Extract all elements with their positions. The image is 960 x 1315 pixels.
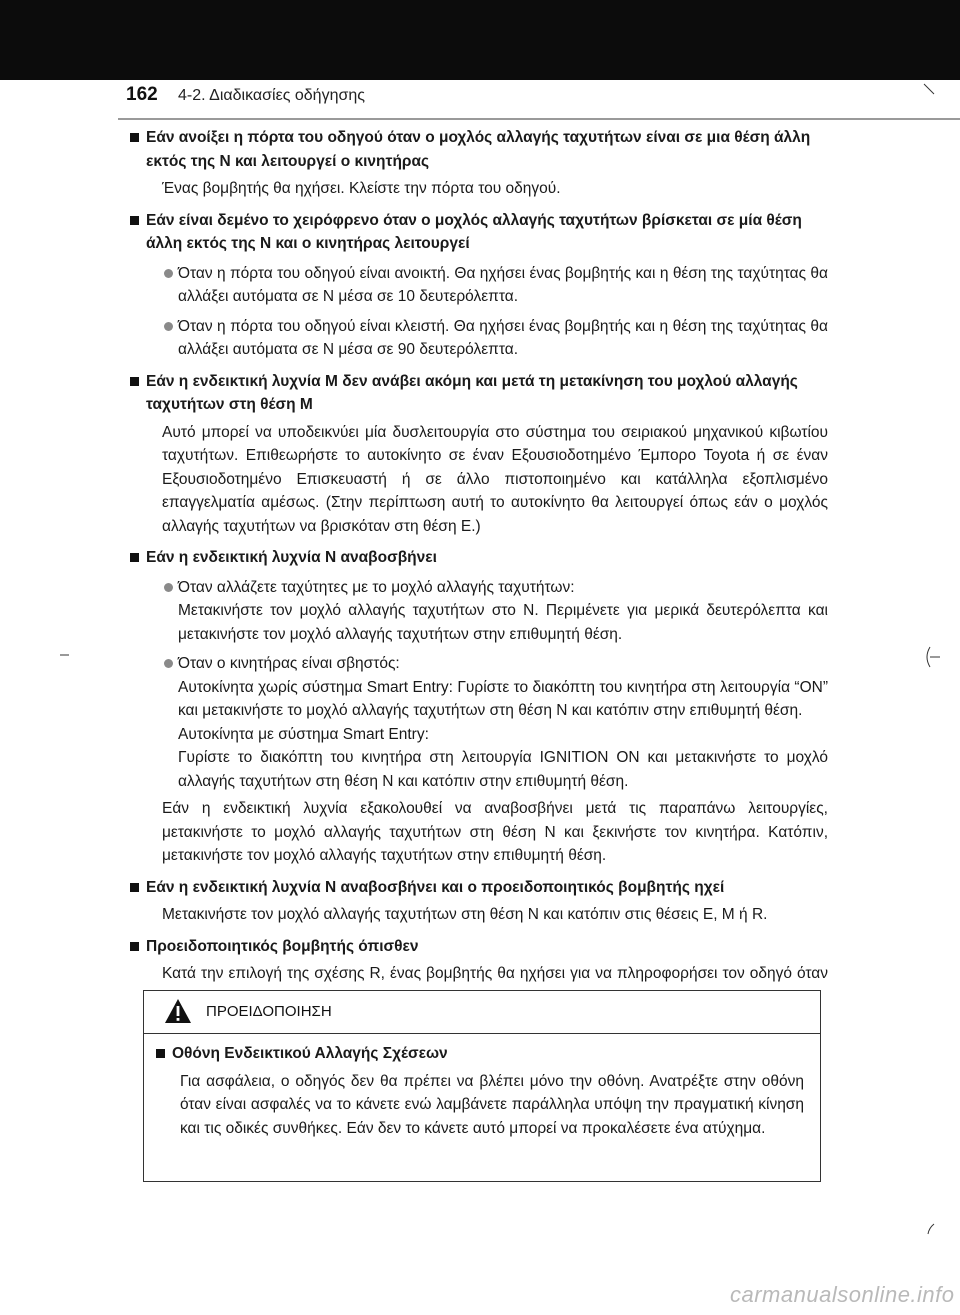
content-area xyxy=(128,126,828,1017)
section-text: Αυτό μπορεί να υποδεικνύει μία δυσλειτουργία στο σύστημα του σειριακού μηχανικού κιβωτίου ταχυτήτων. Επιθεωρήστε το αυτοκίνητο σε έναν Εξουσιοδοτημένο Έμπορο Toyota ή σε έναν Εξουσιοδοτημένο Επισκευαστή ή σε άλλο πιστοποιημένο και κατάλληλα εξοπλισμένο επαγγελματία αμέσως. (Στην περίπτωση αυτή το αυτοκίνητο θα λειτουργεί όπως εάν ο μοχλός αλλαγής ταχυτήτων να βρισκόταν στη θέση E.) xyxy=(162,423,828,535)
section-text: Εάν η ενδεικτική λυχνία εξακολουθεί να αναβοσβήνει μετά τις παραπάνω λειτουργίες, μετακινήστε το μοχλό αλλαγής ταχυτήτων στη θέση N και ξεκινήστε τον κινητήρα. Κατόπιν, μετακινήστε τον μοχλό αλλαγής ταχυτήτων στην επιθυμητή θέση. xyxy=(162,800,828,864)
round-bullet-icon xyxy=(164,659,173,668)
square-bullet-icon xyxy=(156,1049,165,1058)
crop-mark-right xyxy=(918,645,942,669)
square-bullet-icon xyxy=(130,553,139,562)
section-heading: Εάν η ενδεικτική λυχνία N αναβοσβήνει και ο προειδοποιητικός βομβητής ηχεί xyxy=(128,876,828,900)
list-item: Όταν η πόρτα του οδηγού είναι ανοικτή. Θα ηχήσει ένας βομβητής και η θέση της ταχύτητας θα αλλάξει αυτόματα σε N μέσα σε 10 δευτερόλεπτα. xyxy=(128,262,828,309)
top-black-bar xyxy=(0,0,960,80)
square-bullet-icon xyxy=(130,942,139,951)
warning-triangle-icon xyxy=(164,998,192,1024)
section-heading: Εάν η ενδεικτική λυχνία N αναβοσβήνει xyxy=(128,546,828,570)
section-heading: Προειδοποιητικός βομβητής όπισθεν xyxy=(128,935,828,959)
section-n-blinking xyxy=(128,546,828,868)
warning-box xyxy=(143,990,821,1182)
square-bullet-icon xyxy=(130,377,139,386)
square-bullet-icon xyxy=(130,883,139,892)
crop-mark-bottom-right xyxy=(924,1222,938,1236)
warning-header xyxy=(144,991,820,1034)
list-item: Όταν ο κινητήρας είναι σβηστός: Αυτοκίνητα χωρίς σύστημα Smart Entry: Γυρίστε το διακόπτη του κινητήρα στη λειτουργία “ON” και μετακινήστε το μοχλό αλλαγής ταχυτήτων στη θέση N και κατόπιν στην επιθυμητή θέση. Αυτοκίνητα με σύστημα Smart Entry: Γυρίστε το διακόπτη του κινητήρα στη λειτουργία IGNITION ON και μετακινήστε το μοχλό αλλαγής ταχυτήτων στη θέση N και κατόπιν στην επιθυμητή θέση. xyxy=(128,652,828,793)
page-number: 162 xyxy=(126,84,158,105)
square-bullet-icon xyxy=(130,133,139,142)
list-item: Όταν αλλάζετε ταχύτητες με το μοχλό αλλαγής ταχυτήτων: Μετακινήστε τον μοχλό αλλαγής ταχυτήτων στο N. Περιμένετε για μερικά δευτερόλεπτα και μετακινήστε τον μοχλό αλλαγής ταχυτήτων στην επιθυμητή θέση. xyxy=(128,576,828,647)
page-header xyxy=(0,80,960,116)
header-divider xyxy=(118,118,960,120)
crop-mark-top-right xyxy=(920,82,940,102)
section-text: Ένας βομβητής θα ηχήσει. Κλείστε την πόρτα του οδηγού. xyxy=(162,180,561,197)
warning-heading: Οθόνη Ενδεικτικού Αλλαγής Σχέσεων xyxy=(154,1042,804,1066)
round-bullet-icon xyxy=(164,269,173,278)
section-n-buzzer xyxy=(128,876,828,927)
crop-mark-left xyxy=(58,648,72,662)
round-bullet-icon xyxy=(164,322,173,331)
list-item: Όταν η πόρτα του οδηγού είναι κλειστή. Θα ηχήσει ένας βομβητής και η θέση της ταχύτητας θα αλλάξει αυτόματα σε N μέσα σε 90 δευτερόλεπτα. xyxy=(128,315,828,362)
section-heading: Εάν είναι δεμένο το χειρόφρενο όταν ο μοχλός αλλαγής ταχυτήτων βρίσκεται σε μία θέση άλλη εκτός της N και ο κινητήρας λειτουργεί xyxy=(128,209,828,256)
section-title: 4-2. Διαδικασίες οδήγησης xyxy=(178,87,365,104)
section-text: Μετακινήστε τον μοχλό αλλαγής ταχυτήτων στη θέση N και κατόπιν στις θέσεις E, M ή R. xyxy=(162,906,768,923)
square-bullet-icon xyxy=(130,216,139,225)
section-door-open xyxy=(128,126,828,201)
warning-title: ΠΡΟΕΙΔΟΠΟΙΗΣΗ xyxy=(206,1003,332,1020)
warning-body xyxy=(144,1034,820,1140)
warning-text: Για ασφάλεια, ο οδηγός δεν θα πρέπει να βλέπει μόνο την οθόνη. Ανατρέξτε στην οθόνη όταν είναι ασφαλές να το κάνετε ενώ λαμβάνετε παράλληλα υπόψη την πραγματική κίνηση και τις οδικές συνθήκες. Εάν δεν το κάνετε αυτό μπορεί να προκαλέσετε ένα ατύχημα. xyxy=(180,1072,804,1137)
section-m-indicator xyxy=(128,370,828,539)
section-heading: Εάν η ενδεικτική λυχνία M δεν ανάβει ακόμη και μετά τη μετακίνηση του μοχλού αλλαγής ταχυτήτων στη θέση M xyxy=(128,370,828,417)
section-heading: Εάν ανοίξει η πόρτα του οδηγού όταν ο μοχλός αλλαγής ταχυτήτων είναι σε μια θέση άλλη εκτός της N και λειτουργεί ο κινητήρας xyxy=(128,126,828,173)
section-parking-brake xyxy=(128,209,828,362)
round-bullet-icon xyxy=(164,583,173,592)
watermark: carmanualsonline.info xyxy=(730,1282,955,1307)
section-text: Κατά την επιλογή της σχέσης R, ένας βομβητής θα ηχήσει για να πληροφορήσει τον οδηγό όταν xyxy=(162,965,828,982)
